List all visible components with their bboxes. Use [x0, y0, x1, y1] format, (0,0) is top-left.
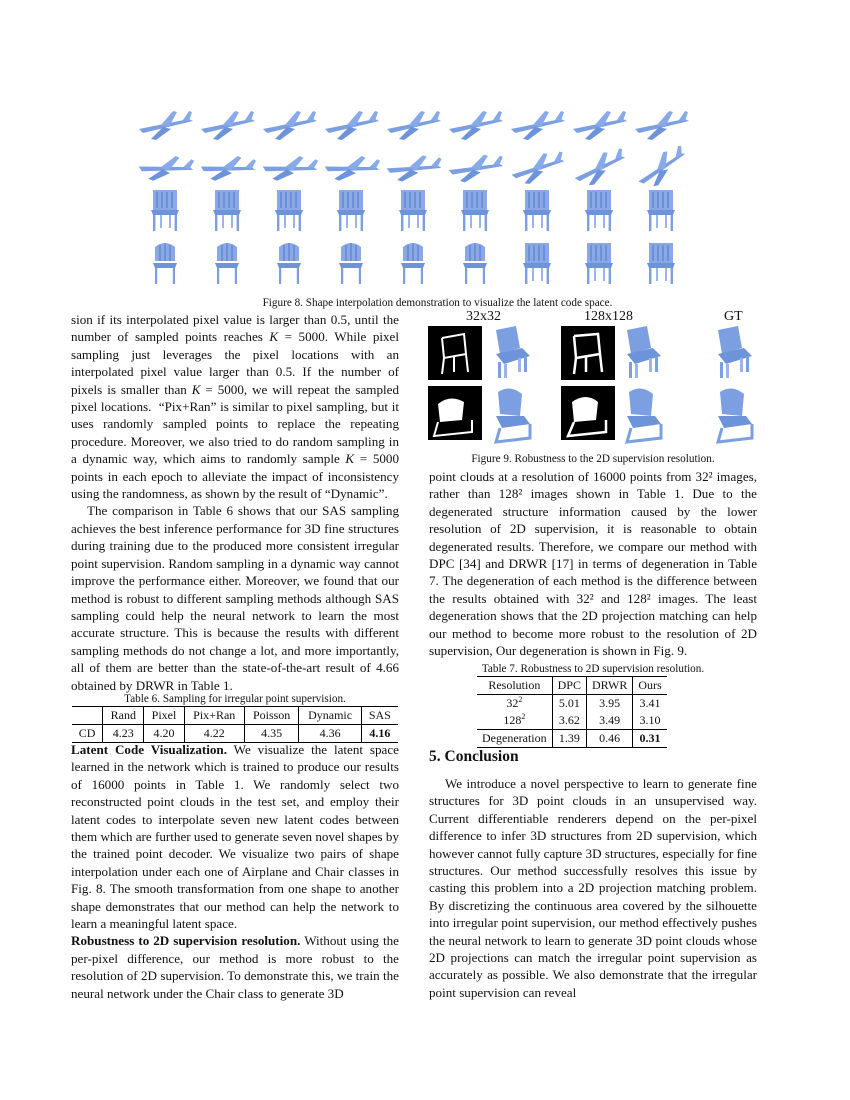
paragraph-sampling: sion if its interpolated pixel value is larger than 0.5, until the number of sampled points reaches K = 5000. While pixel sampling just leverages the pixel locations with an interpolated pixel value larger than 0.5. If the number of pixels is smaller than K = 5000, we will repeat the sampled pixel locations. “Pix+Ran” is similar to pixel sampling, but it uses randomly sampled points to replace the repeating procedure. Moreover, we also tried to do random sampling in a dynamic way, which aims to randomly sample K = 5000 points in each epoch to alleviate the impact of inconsistency using the randomness, as shown by the result of “Dynamic”. [71, 312, 400, 502]
chair-row-b [153, 243, 675, 284]
table-7-header-cell: Resolution [477, 677, 552, 695]
table-7-cell: 3.62 [552, 712, 586, 730]
robustness-text: Without using the per-pixel difference, our method is more robust to the resolution of 2D supervision. To demonstrate this, we train the neural network under the Chair class to generate 3D [71, 933, 399, 1001]
table-7-header-cell: DRWR [586, 677, 632, 695]
table-6-cell: 4.23 [103, 725, 144, 743]
table-6-cell: 4.20 [144, 725, 184, 743]
table-7-cell: 1.39 [552, 730, 586, 748]
table-7-cell: 3.49 [586, 712, 632, 730]
table-7-row-label: $32^2$ [477, 695, 552, 713]
table-6-best-cell: 4.16 [361, 725, 398, 743]
figure-9-caption: Figure 9. Robustness to the 2D supervision resolution. [471, 453, 715, 465]
table-6-header-cell [72, 707, 103, 725]
table-6-cell: 4.22 [184, 725, 244, 743]
figure-9-label-32: 32x32 [466, 309, 501, 324]
table-7-row-label: Degeneration [477, 730, 552, 748]
table-6-header-cell: Pixel [144, 707, 184, 725]
paragraph-comparison: The comparison in Table 6 shows that our SAS sampling achieves the best inference performance for 3D fine structures during training due to the produced more consistent irregular point supervision. Random sampling in a dynamic way cannot improve the performance either. Moreover, we found that our method is robust to different sampling methods although SAS sampling could help the neural network to learn the most accurate structure. This is because the results with different sampling methods do not change a lot, and more importantly, all of them are better than the state-of-the-art result of 4.66 obtained by DRWR in Table 1. [71, 503, 399, 693]
table-6-caption: Table 6. Sampling for irregular point supervision. [124, 693, 346, 705]
figure-9-label-gt: GT [724, 309, 743, 324]
table-7 [477, 676, 667, 748]
table-6-cell: 4.35 [244, 725, 299, 743]
table-6-header-cell: Rand [103, 707, 144, 725]
table-6 [72, 706, 398, 743]
table-6-header-cell: Poisson [244, 707, 299, 725]
table-6-header-cell: Pix+Ran [184, 707, 244, 725]
airplane-row-b [136, 145, 692, 192]
latent-code-heading: Latent Code Visualization. [71, 742, 227, 757]
figure-8-caption: Figure 8. Shape interpolation demonstration to visualize the latent code space. [262, 297, 613, 309]
table-7-best-cell: 0.31 [633, 730, 667, 748]
table-6-header-cell: Dynamic [299, 707, 361, 725]
right-column-bottom [429, 775, 757, 1001]
robustness-heading: Robustness to 2D supervision resolution. [71, 933, 301, 949]
figure-9-label-128: 128x128 [584, 309, 633, 324]
table-7-caption: Table 7. Robustness to 2D supervision resolution. [481, 663, 705, 675]
table-6-cell: CD [72, 725, 103, 743]
figure-8-shape-grid [135, 100, 710, 300]
table-7-cell: 3.10 [639, 713, 661, 727]
table-6-header-cell: SAS [361, 707, 398, 725]
latent-code-text: We visualize the latent space learned in the network which is trained to produce our results of 16000 points in Table 1. We randomly select two reconstructed point clouds in the test set, and employ their latent codes to interpolate seven new latent codes between them which are further used to generate seven novel shapes by the trained point decoder. We visualize two pairs of shape interpolation under each one of Airplane and Chair classes in Fig. 8. The smooth transformation from one shape to another shape demonstrates that our method can help the network to learn a meaningful latent space. [71, 742, 399, 932]
right-column-top [429, 468, 757, 659]
table-6-cell: 4.36 [299, 725, 361, 743]
figure-9-images [428, 324, 768, 448]
table-7-cell: 5.01 [552, 695, 586, 713]
paragraph-latent-code [71, 741, 399, 932]
table-7-header-cell: Ours [633, 677, 667, 695]
paragraph-conclusion: We introduce a novel perspective to learn to generate fine structures for 3D point clouds in an unsupervised way. Current differentiable renderers depend on the per-pixel difference to infer 3D structures from 2D supervision, which however cannot fully capture 3D structures, especially for fine structures. Our method successfully resolves this issue by casting this problem into a 2D projection matching problem. By discretizing the continuous area covered by the silhouette into irregular point supervision, our method effectively pushes the neural network to learn to generate 3D point clouds whose 2D projections can match the irregular point supervision as accurately as possible. We also demonstrate that the irregular point supervision can reveal [429, 776, 757, 1000]
section-title-conclusion: 5. Conclusion [429, 748, 519, 765]
airplane-row-a [139, 111, 689, 140]
paragraph-robustness [71, 932, 399, 1002]
left-column-bottom [71, 741, 399, 1002]
table-7-cell: 3.41 [639, 696, 661, 710]
table-7-cell: 0.46 [586, 730, 632, 748]
table-7-header-cell: DPC [552, 677, 586, 695]
paragraph-degeneration: point clouds at a resolution of 16000 points from 32² images, rather than 128² images shown in Table 1. Due to the degenerated structure information caused by the lower resolution of 2D supervision, it is reasonable to obtain degenerated results. Therefore, we compare our method with DPC [34] and DRWR [17] in terms of degeneration in Table 7. The degeneration of each method is the difference between the results obtained with 32² and 128² images. The least degeneration shows that the 2D projection matching can help our method to become more robust to the resolution of 2D supervision, Our degeneration is shown in Fig. 9. [429, 469, 757, 659]
left-column-top [71, 311, 399, 694]
table-7-row-label: $128^2$ [477, 712, 552, 730]
table-7-cell: 3.95 [586, 695, 632, 713]
chair-row-a [151, 190, 675, 231]
